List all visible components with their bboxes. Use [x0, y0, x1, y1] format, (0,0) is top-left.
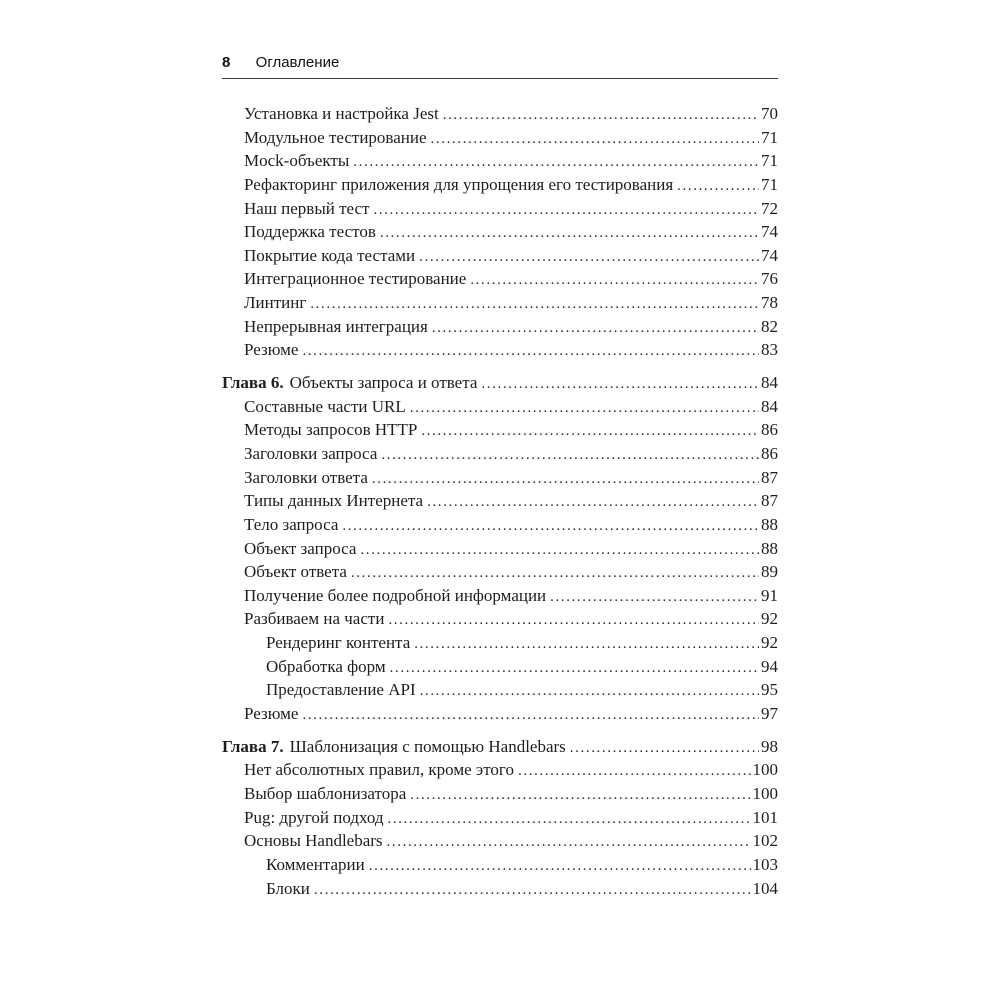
toc-entry — [222, 491, 778, 515]
toc-entry-label — [266, 879, 310, 899]
toc-entry-title: Mock-объекты — [244, 151, 350, 171]
page-number: 8 — [222, 54, 231, 71]
toc-entry-title: Непрерывная интеграция — [244, 316, 428, 336]
toc-dot-leader — [414, 633, 759, 654]
toc-entry-label — [244, 151, 349, 171]
toc-entry-label — [244, 562, 347, 582]
toc-dot-leader — [388, 808, 751, 829]
toc-dot-leader — [518, 760, 751, 781]
toc-dot-leader — [431, 128, 759, 149]
toc-dot-leader — [427, 491, 759, 512]
toc-entry-page: 104 — [752, 878, 778, 898]
toc-entry-page: 95 — [761, 680, 778, 700]
toc-dot-leader — [419, 246, 759, 267]
toc-entry-title: Нет абсолютных правил, кроме этого — [244, 760, 514, 780]
toc-entry-title: Резюме — [244, 704, 299, 724]
toc-dot-leader — [432, 317, 759, 338]
toc-entry — [222, 246, 778, 270]
toc-entry-title: Резюме — [244, 340, 299, 360]
toc-entry-label — [244, 199, 369, 219]
toc-entry-title: Поддержка тестов — [244, 222, 376, 242]
toc-entry-label — [244, 340, 298, 360]
toc-entry-page: 71 — [761, 151, 778, 171]
toc-dot-leader — [420, 680, 759, 701]
toc-entry-label — [244, 104, 439, 124]
toc-entry-label — [266, 680, 416, 700]
toc-dot-leader — [342, 515, 759, 536]
toc-entry — [222, 293, 778, 317]
toc-entry-label — [244, 515, 338, 535]
toc-entry-page: 100 — [752, 760, 778, 780]
toc-entry-page: 71 — [761, 174, 778, 194]
toc-entry-page: 78 — [761, 293, 778, 313]
toc-entry-label — [244, 491, 423, 511]
toc-entry-title: Разбиваем на части — [244, 609, 385, 629]
toc-entry — [222, 657, 778, 681]
toc-entry-title: Интеграционное тестирование — [244, 269, 467, 289]
toc-dot-leader — [351, 562, 759, 583]
toc-entry-label — [244, 420, 417, 440]
toc-dot-leader — [470, 269, 759, 290]
toc-entry — [222, 515, 778, 539]
toc-dot-leader — [381, 444, 759, 465]
toc-dot-leader — [369, 855, 751, 876]
toc-entry-label — [244, 293, 306, 313]
toc-entry-title: Тело запроса — [244, 514, 339, 534]
toc-entry-label — [244, 222, 376, 242]
toc-entry-title: Объекты запроса и ответа — [289, 373, 478, 393]
toc-entry-page: 74 — [761, 222, 778, 242]
toc-entry — [222, 760, 778, 784]
toc-entry-page: 86 — [761, 420, 778, 440]
toc-entry — [222, 704, 778, 728]
toc-entry-page: 76 — [761, 269, 778, 289]
toc-entry — [222, 444, 778, 468]
toc-entry-title: Выбор шаблонизатора — [244, 783, 407, 803]
table-of-contents — [222, 104, 778, 902]
toc-entry — [222, 397, 778, 421]
toc-entry — [222, 151, 778, 175]
toc-entry-title: Блоки — [266, 878, 310, 898]
toc-entry-label — [222, 737, 566, 757]
toc-entry-page: 97 — [761, 704, 778, 724]
toc-dot-leader — [372, 468, 759, 489]
toc-dot-leader — [302, 704, 759, 725]
toc-entry-page: 92 — [761, 609, 778, 629]
toc-entry-title: Методы запросов HTTP — [244, 420, 418, 440]
toc-entry — [222, 420, 778, 444]
toc-entry-label — [244, 539, 356, 559]
toc-entry-page: 103 — [752, 854, 778, 874]
toc-entry-page: 72 — [761, 198, 778, 218]
toc-entry — [222, 562, 778, 586]
toc-chapter-prefix: Глава 6. — [222, 373, 284, 393]
toc-entry — [222, 468, 778, 492]
toc-dot-leader — [380, 222, 759, 243]
running-head-title: Оглавление — [255, 54, 340, 71]
toc-entry — [222, 680, 778, 704]
toc-entry-page: 74 — [761, 245, 778, 265]
toc-entry — [222, 175, 778, 199]
toc-entry-label — [244, 246, 415, 266]
toc-entry-page: 87 — [761, 467, 778, 487]
toc-entry-page: 100 — [752, 783, 778, 803]
toc-entry — [222, 373, 778, 397]
toc-dot-leader — [390, 657, 759, 678]
toc-entry-label — [266, 633, 410, 653]
toc-dot-leader — [410, 397, 759, 418]
toc-entry-label — [244, 397, 406, 417]
toc-entry-label — [244, 269, 466, 289]
running-head — [222, 54, 778, 79]
toc-entry-label — [244, 175, 673, 195]
toc-entry-page: 84 — [761, 373, 778, 393]
toc-entry — [222, 609, 778, 633]
toc-dot-leader — [310, 293, 759, 314]
toc-entry — [222, 269, 778, 293]
toc-entry-title: Установка и настройка Jest — [244, 104, 439, 123]
toc-entry — [222, 340, 778, 364]
toc-entry-page: 84 — [761, 396, 778, 416]
toc-entry — [222, 128, 778, 152]
toc-dot-leader — [302, 340, 759, 361]
toc-entry-title: Объект запроса — [244, 538, 357, 558]
toc-entry-title: Предоставление API — [266, 680, 416, 700]
toc-dot-leader — [421, 420, 759, 441]
toc-entry-title: Покрытие кода тестами — [244, 245, 416, 265]
toc-entry-title: Модульное тестирование — [244, 127, 427, 147]
toc-entry-label — [244, 808, 384, 828]
toc-entry-title: Получение более подробной информации — [244, 585, 547, 605]
toc-dot-leader — [443, 104, 759, 125]
toc-dot-leader — [481, 373, 759, 394]
toc-entry — [222, 586, 778, 610]
toc-entry-page: 91 — [761, 585, 778, 605]
toc-entry-page: 101 — [752, 807, 778, 827]
toc-dot-leader — [388, 609, 759, 630]
toc-dot-leader — [570, 737, 759, 758]
toc-entry — [222, 104, 778, 128]
toc-entry-title: Pug: другой подход — [244, 807, 384, 827]
toc-entry-label — [244, 609, 384, 629]
toc-entry-label — [244, 317, 428, 337]
toc-entry-label — [244, 760, 514, 780]
toc-entry-page: 89 — [761, 562, 778, 582]
toc-entry-title: Объект ответа — [244, 562, 347, 582]
toc-entry — [222, 831, 778, 855]
toc-entry-page: 88 — [761, 538, 778, 558]
toc-dot-leader — [550, 586, 759, 607]
toc-entry-label — [244, 586, 546, 606]
toc-dot-leader — [314, 879, 751, 900]
toc-entry-label — [244, 784, 406, 804]
toc-dot-leader — [677, 175, 759, 196]
toc-entry-page: 92 — [761, 633, 778, 653]
toc-entry-title: Наш первый тест — [244, 198, 370, 218]
toc-entry-title: Заголовки запроса — [244, 443, 378, 463]
toc-entry-title: Типы данных Интернета — [244, 491, 424, 511]
toc-entry-label — [222, 373, 477, 393]
toc-chapter-prefix: Глава 7. — [222, 736, 284, 756]
toc-entry-label — [244, 468, 368, 488]
toc-entry — [222, 737, 778, 761]
toc-entry — [222, 539, 778, 563]
toc-entry-title: Шаблонизация с помощью Handlebars — [289, 736, 566, 756]
toc-entry-label — [266, 855, 365, 875]
toc-entry-page: 102 — [752, 831, 778, 851]
toc-entry-title: Составные части URL — [244, 396, 406, 416]
toc-entry-label — [244, 831, 383, 851]
toc-entry-label — [244, 704, 298, 724]
toc-entry-page: 86 — [761, 443, 778, 463]
toc-entry-page: 83 — [761, 340, 778, 360]
toc-entry-page: 98 — [761, 736, 778, 756]
toc-entry-label — [266, 657, 386, 677]
toc-entry — [222, 317, 778, 341]
toc-entry — [222, 199, 778, 223]
toc-entry — [222, 784, 778, 808]
toc-entry-title: Комментарии — [266, 854, 365, 874]
toc-dot-leader — [360, 539, 759, 560]
toc-dot-leader — [387, 831, 751, 852]
toc-entry-page: 82 — [761, 316, 778, 336]
toc-entry — [222, 633, 778, 657]
toc-entry-page: 70 — [761, 104, 778, 123]
toc-entry-title: Рендеринг контента — [266, 633, 411, 653]
toc-entry-title: Линтинг — [244, 293, 307, 313]
toc-entry-page: 71 — [761, 127, 778, 147]
toc-entry-title: Основы Handlebars — [244, 831, 383, 851]
toc-entry — [222, 808, 778, 832]
toc-entry-label — [244, 444, 377, 464]
toc-entry-title: Рефакторинг приложения для упрощения его тестирования — [244, 174, 674, 194]
toc-entry-title: Обработка форм — [266, 656, 386, 676]
toc-dot-leader — [410, 784, 750, 805]
toc-entry-page: 88 — [761, 514, 778, 534]
toc-dot-leader — [353, 151, 759, 172]
toc-entry — [222, 855, 778, 879]
toc-entry-page: 94 — [761, 656, 778, 676]
toc-entry-title: Заголовки ответа — [244, 467, 368, 487]
toc-entry — [222, 879, 778, 903]
toc-dot-leader — [373, 199, 759, 220]
toc-entry-page: 87 — [761, 491, 778, 511]
toc-entry-label — [244, 128, 427, 148]
toc-entry — [222, 222, 778, 246]
